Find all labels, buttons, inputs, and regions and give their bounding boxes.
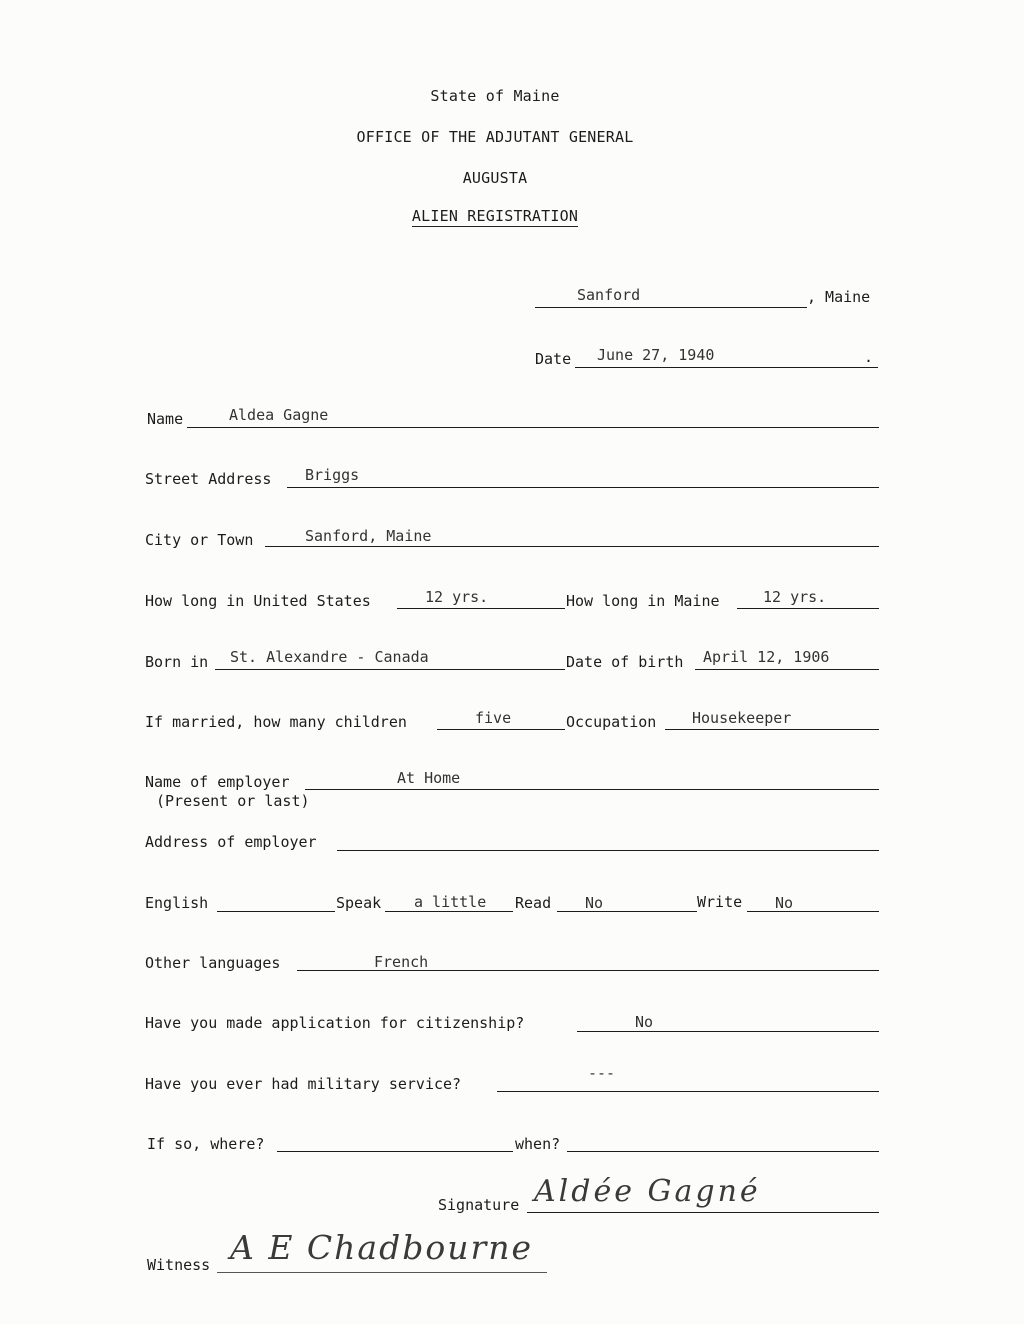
name-line [187, 427, 879, 428]
read-label: Read [515, 894, 552, 912]
birth-date-label: Date of birth [566, 653, 684, 671]
employer-value[interactable]: At Home [397, 769, 461, 787]
witness-label: Witness [147, 1256, 211, 1274]
speak-line [385, 911, 513, 912]
location-line [535, 307, 807, 308]
write-line [747, 911, 879, 912]
write-label: Write [697, 893, 743, 911]
signature-label: Signature [438, 1196, 520, 1214]
witness-value[interactable]: A E Chadbourne [230, 1228, 534, 1267]
other-languages-line [297, 970, 879, 971]
employer-sublabel: (Present or last) [156, 792, 310, 810]
citizenship-label: Have you made application for citizenship? [145, 1014, 525, 1032]
location-value[interactable]: Sanford [577, 286, 641, 304]
signature-line [527, 1212, 879, 1213]
born-in-line [215, 669, 565, 670]
us-years-value[interactable]: 12 yrs. [425, 588, 489, 606]
office-heading: OFFICE OF THE ADJUTANT GENERAL [356, 128, 634, 146]
english-line [217, 911, 335, 912]
maine-years-line [737, 608, 879, 609]
city-label: City or Town [145, 531, 254, 549]
date-value[interactable]: June 27, 1940 [597, 346, 715, 364]
speak-label: Speak [336, 894, 382, 912]
maine-years-label: How long in Maine [566, 592, 720, 610]
city-value[interactable]: Sanford, Maine [305, 527, 432, 545]
military-line [497, 1091, 879, 1092]
state-heading: State of Maine [430, 87, 560, 105]
occupation-value[interactable]: Housekeeper [692, 709, 792, 727]
date-line [575, 367, 878, 368]
born-in-label: Born in [145, 653, 209, 671]
signature-value[interactable]: Aldée Gagné [534, 1174, 761, 1209]
children-value[interactable]: five [475, 709, 512, 727]
other-languages-value[interactable]: French [374, 953, 429, 971]
when-label: when? [515, 1135, 561, 1153]
citizenship-line [577, 1031, 879, 1032]
name-label: Name [147, 410, 184, 428]
employer-label: Name of employer [145, 773, 290, 791]
birth-date-value[interactable]: April 12, 1906 [703, 648, 830, 666]
name-value[interactable]: Aldea Gagne [229, 406, 329, 424]
form-title-text: ALIEN REGISTRATION [411, 207, 579, 225]
where-line [277, 1151, 513, 1152]
birth-date-line [695, 669, 879, 670]
witness-line [217, 1272, 547, 1273]
us-years-line [397, 608, 565, 609]
military-label: Have you ever had military service? [145, 1075, 462, 1093]
where-label: If so, where? [147, 1135, 265, 1153]
street-line [287, 487, 879, 488]
employer-address-line [337, 850, 879, 851]
occupation-label: Occupation [566, 713, 657, 731]
street-label: Street Address [145, 470, 272, 488]
read-line [557, 911, 697, 912]
speak-value[interactable]: a little [414, 893, 487, 911]
english-label: English [145, 894, 209, 912]
children-line [437, 729, 565, 730]
citizenship-value[interactable]: No [635, 1013, 654, 1031]
us-years-label: How long in United States [145, 592, 371, 610]
other-languages-label: Other languages [145, 954, 281, 972]
street-value[interactable]: Briggs [305, 466, 360, 484]
city-heading: AUGUSTA [462, 169, 528, 187]
date-end: . [864, 348, 874, 366]
military-value[interactable]: --- [588, 1064, 616, 1082]
form-title [0, 207, 990, 225]
employer-address-label: Address of employer [145, 833, 317, 851]
employer-line [305, 789, 879, 790]
when-line [567, 1151, 879, 1152]
occupation-line [665, 729, 879, 730]
city-line [265, 546, 879, 547]
born-in-value[interactable]: St. Alexandre - Canada [230, 648, 429, 666]
location-suffix: , Maine [807, 288, 871, 306]
read-value[interactable]: No [585, 894, 604, 912]
maine-years-value[interactable]: 12 yrs. [763, 588, 827, 606]
children-label: If married, how many children [145, 713, 407, 731]
date-label: Date [535, 350, 572, 368]
write-value[interactable]: No [775, 894, 794, 912]
